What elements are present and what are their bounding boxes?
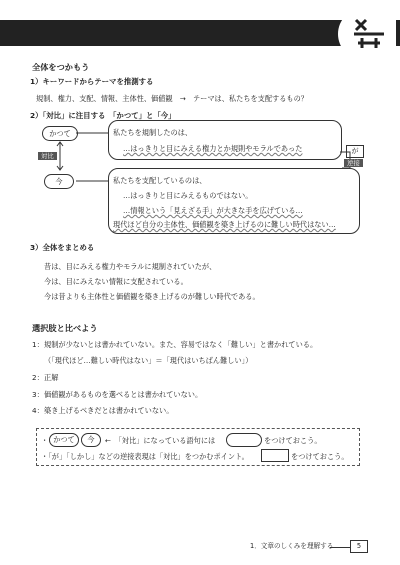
tip-row1-end: をつけておこう。 (264, 436, 322, 445)
choice-text: 価値観があるものを選べるとは書かれていない。 (44, 390, 203, 399)
step2-title: 2）「対比」に注目する 「かつて」と「今」 (30, 111, 176, 120)
conj-word-box: が (346, 145, 364, 158)
tip-square-sample (261, 449, 289, 462)
choice-text: 正解 (44, 373, 59, 382)
summary-line: 今は、目にみえない情報に支配されている。 (44, 277, 188, 286)
step3-title: 3）全体をまとめる (30, 243, 95, 252)
choice-number: 4： (32, 406, 44, 415)
step1-title: 1）キーワードからテーマを推測する (30, 77, 154, 86)
page-number: 5 (350, 540, 368, 553)
contrast-label: 対比 (38, 152, 57, 160)
tip-bullet: ・ (41, 436, 49, 445)
past-quote-line: …はっきりと目にみえる権力とか規則やモラルであった (123, 144, 303, 153)
tip-row1-text: ← 「対比」になっている語句には (105, 436, 216, 445)
contrast-arrow-icon (56, 141, 64, 171)
now-quote-line: 現代ほど自分の主体性、価値観を築き上げるのに難しい時代はない… (113, 220, 336, 229)
choice-text: （「現代ほど…難しい時代はない」＝「現代はいちばん難しい」） (44, 356, 253, 365)
summary-line: 今は昔よりも主体性と価値観を築き上げるのが難しい時代である。 (44, 292, 260, 301)
past-quote-line: 私たちを規制したのは、 (113, 128, 193, 137)
tip-past-pill: かつて (49, 433, 79, 447)
now-quote-line: …はっきりと目にみえるものではない。 (123, 191, 253, 200)
choice-number: 1： (32, 340, 44, 349)
conj-label: 逆接 (344, 159, 363, 167)
section-title-choices: 選択肢と比べよう (32, 323, 98, 333)
tip-row2-text: ・「が」「しかし」などの逆接表現は「対比」をつかむポイント。 (41, 452, 249, 461)
choice-number: 2： (32, 373, 44, 382)
now-quote-line: 私たちを支配しているのは、 (113, 176, 207, 185)
keyword-line: 規制、権力、支配、情報、主体性、価値観 → テーマは、私たちを支配するもの？ (36, 94, 308, 103)
choice-text: 規制が少ないとは書かれていない。また、容易ではなく「難しい」と書かれている。 (44, 340, 318, 349)
now-quote-box (108, 168, 360, 234)
section-title-overview: 全体をつかもう (32, 62, 90, 72)
chapter-footer: 1．文章のしくみを理解する (250, 542, 334, 550)
footer-rule (330, 547, 350, 548)
now-word-pill: 今 (44, 174, 74, 189)
now-quote-line: …情報という「見えざる手」が大きな手を広げている… (123, 206, 303, 215)
connector-lines (76, 128, 110, 188)
tip-row2-end: をつけておこう。 (291, 452, 349, 461)
tips-box (36, 428, 360, 466)
choice-text: 築き上げるべきだとは書かれていない。 (44, 406, 174, 415)
choice-number: 3： (32, 390, 44, 399)
chapter-mark-icon (350, 16, 388, 52)
past-quote-box (108, 120, 342, 160)
summary-line: 昔は、目にみえる権力やモラルに規制されていたが、 (44, 262, 217, 271)
tip-now-pill: 今 (81, 433, 101, 447)
tip-circle-sample (226, 433, 262, 447)
past-word-pill: かつて (42, 126, 78, 141)
